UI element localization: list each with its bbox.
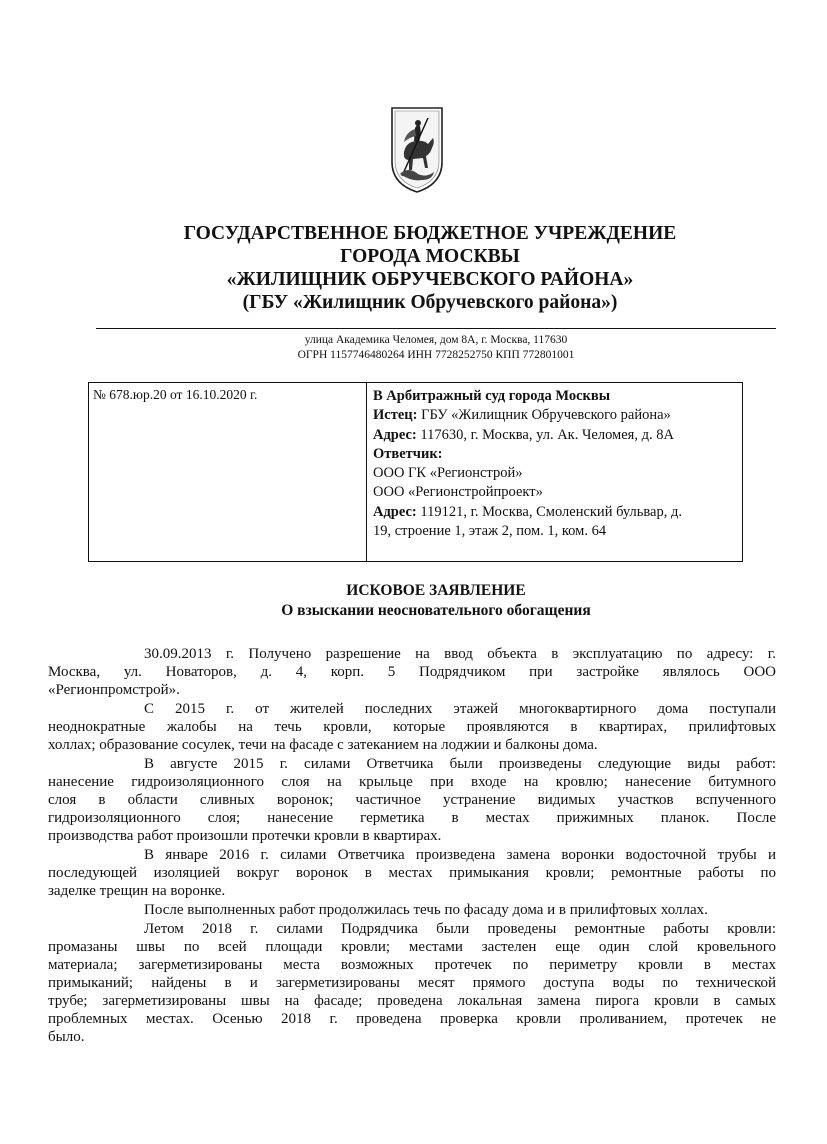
defendant-address-2: 19, строение 1, этаж 2, пом. 1, ком. 64: [373, 523, 607, 540]
body-paragraph: [48, 645, 776, 699]
paragraph-line: проблемных местах. Осенью 2018 г. проведена проверка кровли проливанием, протечек не: [48, 1011, 776, 1027]
paragraph-line: промазаны швы по всей площади кровли; местами застелен еще один слой кровельного: [48, 939, 776, 955]
body-paragraph: [96, 901, 776, 919]
paragraph-line: последующей изоляцией вокруг воронок в местах примыкания кровли; ремонтные работы по: [48, 865, 776, 881]
paragraph-line: слоя в области сливных воронок; частичное устранение видимых участков вспученного: [48, 792, 776, 808]
registration-line: ОГРН 1157746480264 ИНН 7728252750 КПП 772801001: [297, 349, 575, 361]
plaintiff-label: Истец:: [373, 407, 418, 424]
court-name: В Арбитражный суд города Москвы: [373, 388, 611, 404]
paragraph-line: В январе 2016 г. силами Ответчика произведена замена воронки водосточной трубы и: [144, 847, 776, 863]
paragraph-line: заделке трещин на воронке.: [48, 883, 226, 899]
addressee-block: [373, 387, 737, 541]
paragraph-line: нанесение гидроизоляционного слоя на крыльце при входе на кровлю; нанесение битумного: [48, 774, 776, 790]
body-paragraph: [48, 700, 776, 754]
paragraph-line: производства работ произошли протечки кровли в квартирах.: [48, 828, 442, 844]
header-table: [88, 382, 743, 562]
body-paragraph: [48, 755, 776, 845]
claim-body: [48, 645, 776, 1047]
address-line: улица Академика Челомея, дом 8А, г. Москва, 117630: [304, 334, 568, 346]
outgoing-reference: № 678.юр.20 от 16.10.2020 г.: [93, 387, 258, 402]
paragraph-line: В августе 2015 г. силами Ответчика были произведены следующие виды работ:: [144, 756, 776, 772]
defendant-1: ООО ГК «Регионстрой»: [373, 465, 523, 482]
address-label: Адрес:: [373, 503, 417, 520]
paragraph-line: После выполненных работ продолжилась течь по фасаду дома и в прилифтовых холлах.: [144, 902, 708, 918]
plaintiff-address: 117630, г. Москва, ул. Ак. Челомея, д. 8А: [416, 426, 674, 443]
paragraph-line: материала; загерметизированы места возможных протечек по периметру кровли в местах: [48, 957, 776, 973]
moscow-coat-of-arms-icon: [388, 104, 446, 196]
paragraph-line: примыканий; найдены в и загерметизированы месят прямого доступа воды по технической: [48, 975, 776, 991]
paragraph-line: Летом 2018 г. силами Подрядчика были проведены ремонтные работы кровли:: [144, 921, 776, 937]
document-subtitle: О взыскании неосновательного обогащения: [281, 602, 591, 619]
plaintiff-address-line: [373, 426, 737, 445]
org-line-3: «ЖИЛИЩНИК ОБРУЧЕВСКОГО РАЙОНА»: [226, 269, 634, 290]
document-title-block: [96, 581, 776, 621]
paragraph-line: неоднократные жалобы на течь кровли, которые проявляются в квартирах, прилифтовых: [48, 719, 776, 735]
organization-header: [120, 222, 740, 314]
defendant-address-line: [373, 503, 737, 522]
paragraph-line: Москва, ул. Новаторов, д. 4, корп. 5 Подрядчиком при застройке являлось ООО: [48, 664, 776, 680]
org-line-2: ГОРОДА МОСКВЫ: [340, 246, 520, 267]
table-divider: [366, 383, 367, 561]
plaintiff-line: [373, 406, 737, 425]
paragraph-line: холлах; образование сосулек, течи на фасаде с затеканием на лоджии и балконы дома.: [48, 737, 598, 753]
paragraph-line: С 2015 г. от жителей последних этажей многоквартирного дома поступали: [144, 701, 776, 717]
defendant-address-1: 119121, г. Москва, Смоленский бульвар, д.: [416, 503, 682, 520]
body-paragraph: [48, 846, 776, 900]
paragraph-line: трубе; загерметизированы швы на фасаде; проведена локальная замена пирога кровли в самых: [48, 993, 776, 1009]
organization-address: [96, 333, 776, 363]
plaintiff-name: ГБУ «Жилищник Обручевского района»: [417, 407, 671, 424]
defendant-2: ООО «Регионстройпроект»: [373, 484, 543, 501]
org-line-4: (ГБУ «Жилищник Обручевского района»): [242, 292, 618, 313]
paragraph-line: «Регионпромстрой».: [48, 682, 180, 698]
paragraph-line: было.: [48, 1029, 85, 1045]
address-label: Адрес:: [373, 426, 417, 443]
paragraph-line: 30.09.2013 г. Получено разрешение на ввод объекта в эксплуатацию по адресу: г.: [144, 646, 776, 662]
header-divider: [96, 328, 776, 329]
document-title: ИСКОВОЕ ЗАЯВЛЕНИЕ: [346, 582, 526, 599]
paragraph-line: гидроизоляционного слоя; нанесение герметика в местах прижимных планок. После: [48, 810, 776, 826]
body-paragraph: [48, 920, 776, 1046]
defendant-label: Ответчик:: [373, 445, 443, 462]
org-line-1: ГОСУДАРСТВЕННОЕ БЮДЖЕТНОЕ УЧРЕЖДЕНИЕ: [183, 223, 677, 244]
